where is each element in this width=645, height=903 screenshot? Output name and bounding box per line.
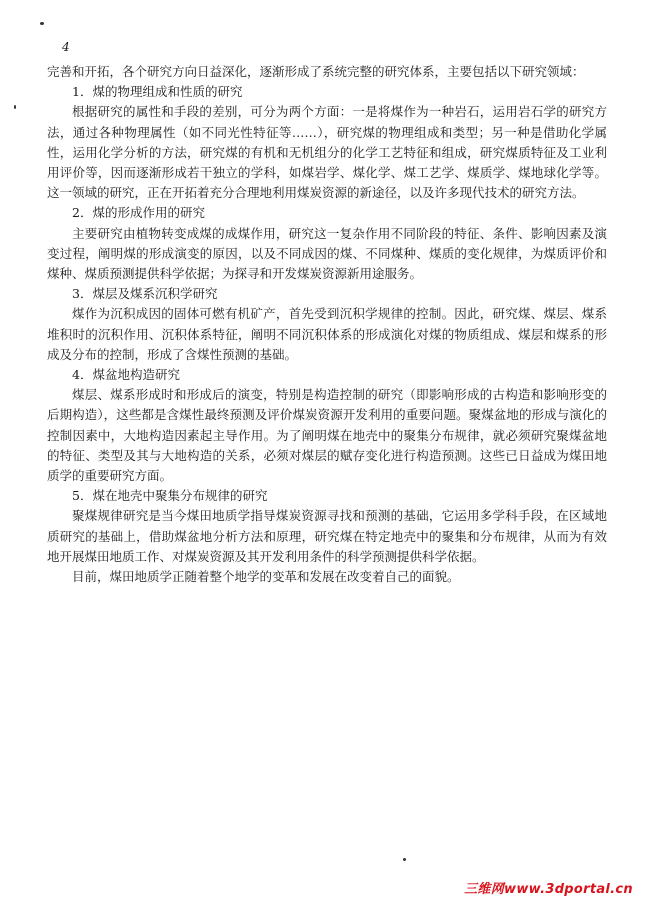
closing-paragraph: 目前，煤田地质学正随着整个地学的变革和发展在改变着自己的面貌。 <box>72 569 460 585</box>
section-5-heading: 5．煤在地壳中聚集分布规律的研究 <box>72 488 268 504</box>
section-3-heading: 3．煤层及煤系沉积学研究 <box>72 286 218 302</box>
intro-paragraph: 完善和开拓，各个研究方向日益深化，逐渐形成了系统完整的研究体系，主要包括以下研究领域： <box>47 64 585 79</box>
section-1-heading: 1．煤的物理组成和性质的研究 <box>72 84 243 100</box>
section-4-body: 煤层、煤系形成时和形成后的演变，特别是构造控制的研究（即影响形成的古构造和影响形变的后期构造），这些都是含煤性最终预测及评价煤炭资源开发利用的重要问题。聚煤盆地的形成与演化的控制因素中，大地构造因素起主导作用。为了阐明煤在地壳中的聚集分布规律，就必须研究聚煤盆地的特征、类型及其与大地构造的关系，必须对煤层的赋存变化进行构造预测。这些已日益成为煤田地质学的重要研究方面。 <box>47 387 607 484</box>
section-5-body: 聚煤规律研究是当今煤田地质学指导煤炭资源寻找和预测的基础，它运用多学科手段，在区域地质研究的基础上，借助煤盆地分析方法和原理，研究煤在特定地壳中的聚集和分布规律，从而为有效地开展煤田地质工作、对煤炭资源及其开发利用条件的科学预测提供科学依据。 <box>47 508 607 564</box>
document-body <box>47 62 607 587</box>
page-number: 4 <box>62 40 70 54</box>
section-2-heading: 2．煤的形成作用的研究 <box>72 205 205 221</box>
watermark: 三维网www.3dportal.cn <box>464 882 633 897</box>
scan-dot-3 <box>403 858 406 861</box>
section-4-heading: 4．煤盆地构造研究 <box>72 367 180 383</box>
section-3-body: 煤作为沉积成因的固体可燃有机矿产，首先受到沉积学规律的控制。因此，研究煤、煤层、煤系堆积时的沉积作用、沉积体系特征，阐明不同沉积体系的形成演化对煤的物质组成、煤层和煤系的形成及分布的控制，形成了含煤性预测的基础。 <box>47 306 607 362</box>
section-1-body: 根据研究的属性和手段的差别，可分为两个方面：一是将煤作为一种岩石，运用岩石学的研究方法，通过各种物理属性（如不同光性特征等……），研究煤的物理组成和类型；另一种是借助化学属性，运用化学分析的方法，研究煤的有机和无机组分的化学工艺特征和组成，研究煤质特征及工业利用评价等，因而逐渐形成若干独立的学科，如煤岩学、煤化学、煤工艺学、煤质学、煤地球化学等。这一领域的研究，正在开拓着充分合理地利用煤炭资源的新途径，以及许多现代技术的研究方法。 <box>47 104 607 201</box>
scan-dot-2 <box>14 105 16 109</box>
section-2-body: 主要研究由植物转变成煤的成煤作用，研究这一复杂作用不同阶段的特征、条件、影响因素及演变过程，阐明煤的形成演变的原因，以及不同成因的煤、不同煤种、煤质的变化规律，为煤质评价和煤种、煤质预测提供科学依据；为探寻和开发煤炭资源新用途服务。 <box>47 225 607 282</box>
scan-dot-1 <box>40 22 44 25</box>
